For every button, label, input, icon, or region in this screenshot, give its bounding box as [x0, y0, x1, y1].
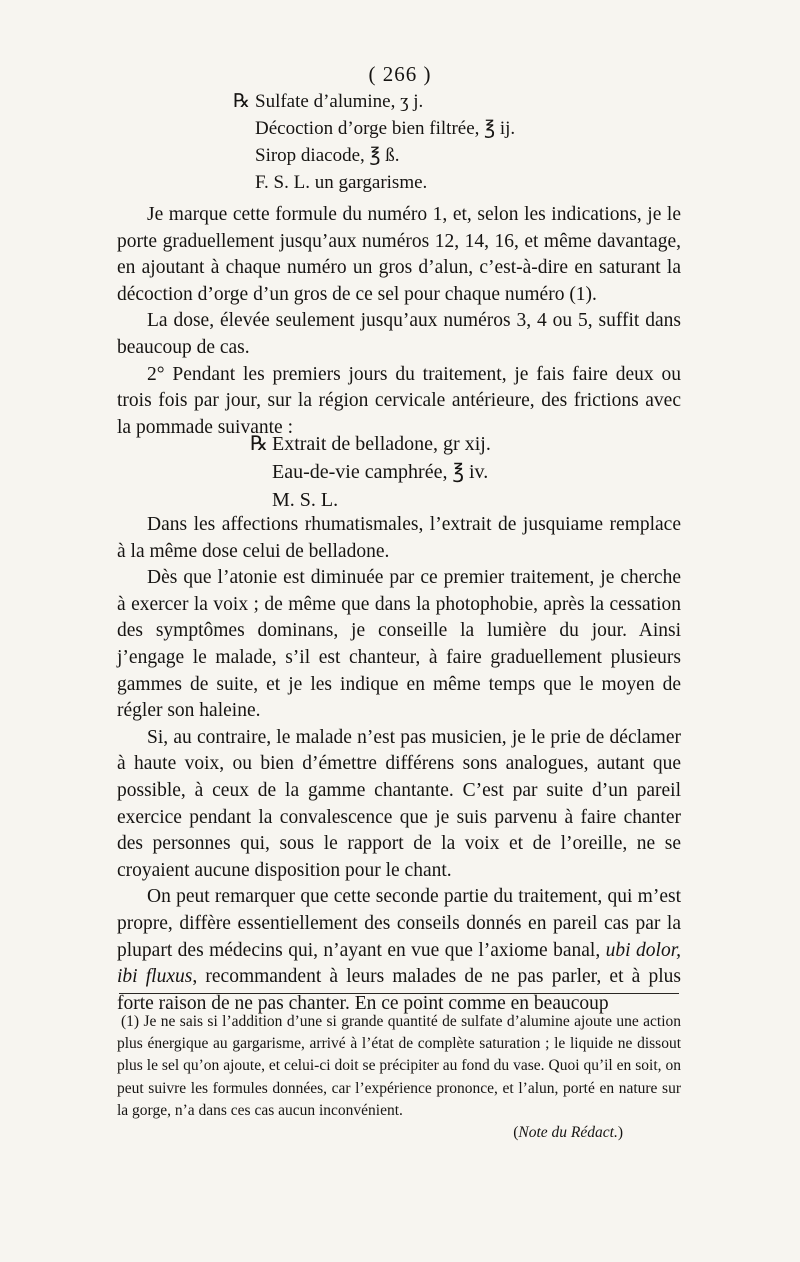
- paragraph: On peut remarquer que cette seconde partie du traitement, qui m’est propre, diffère essentiellement des conseils donnés en pareil cas par la plupart des médecins qui, n’ayant en vue que l’axiome banal, ubi dolor, ibi fluxus, recommandent à leurs malades de ne pas parler, et à plus forte raison de ne pas chanter. En ce point comme en beaucoup: [117, 886, 681, 1014]
- body-text-bottom: [117, 512, 681, 1017]
- paragraph: Dans les affections rhumatismales, l’extrait de jusquiame remplace à la même dose celui de belladone.: [117, 514, 681, 562]
- footnote-text: (1) Je ne sais si l’addition d’une si grande quantité de sulfate d’alumine ajoute une action plus énergique au gargarisme, arrivé à l’état de complète saturation ; le liquide ne dissout plus le sel qu’on ajoute, et celui-ci doit se précipiter au fond du vase. Quoi qu’il en soit, on peut suivre les formules données, car l’expérience prononce, et l’alun, porté en nature sur la gorge, n’a dans ces cas aucun inconvénient.: [117, 1013, 681, 1119]
- footnote-signature: (Note du Rédact.): [513, 1124, 623, 1142]
- prescription-line: ℞ Extrait de belladone, gr xij.: [250, 430, 491, 458]
- body-text-top: [117, 202, 681, 441]
- prescription-ointment: [250, 430, 491, 514]
- page-number: ( 266 ): [368, 62, 432, 86]
- prescription-line: Sirop diacode, ℥ ß.: [255, 145, 400, 166]
- prescription-line: Décoction d’orge bien filtrée, ℥ ij.: [255, 118, 516, 139]
- paragraph: Je marque cette formule du numéro 1, et, selon les indications, je le porte graduellement jusqu’aux numéros 12, 14, 16, et même davantage, en ajoutant à chaque numéro un gros d’alun, c’est-à-dire en saturant la décoction d’orge d’un gros de ce sel pour chaque numéro (1).: [117, 204, 681, 305]
- prescription-line: F. S. L. un gargarisme.: [255, 172, 428, 193]
- footnote-divider: [119, 993, 679, 994]
- paragraph: Dès que l’atonie est diminuée par ce premier traitement, je cherche à exercer la voix ; de même que dans la photophobie, après la cessation des symptômes dominans, je conseille la lumière du jour. Ainsi j’engage le malade, s’il est chanteur, à faire graduellement plusieurs gammes de suite, et je les indique en même temps que le moyen de régler son haleine.: [117, 567, 681, 722]
- paragraph: Si, au contraire, le malade n’est pas musicien, je le prie de déclamer à haute voix, ou bien d’émettre différens sons analogues, autant que possible, à ceux de la gamme chantante. C’est par suite d’un pareil exercice pendant la convalescence que je suis parvenu à faire chanter des personnes qui, sous le rapport de la voix et de l’oreille, ne se croyaient aucune disposition pour le chant.: [117, 726, 681, 881]
- prescription-line: Eau-de-vie camphrée, ℥ iv.: [272, 461, 489, 483]
- paragraph: La dose, élevée seulement jusqu’aux numéros 3, 4 ou 5, suffit dans beaucoup de cas.: [117, 310, 681, 358]
- recipe-symbol-icon: ℞: [233, 91, 251, 112]
- prescription-line: M. S. L.: [272, 489, 339, 511]
- prescription-line: ℞ Sulfate d’alumine, ʒ j.: [233, 88, 515, 115]
- footnote: [117, 1011, 681, 1144]
- latin-axiom: ubi dolor, ibi fluxus: [117, 939, 681, 988]
- recipe-symbol-icon: ℞: [250, 433, 268, 455]
- paragraph: 2° Pendant les premiers jours du traitement, je fais faire deux ou trois fois par jour, sur la région cervicale antérieure, des frictions avec la pommade suivante :: [117, 363, 681, 438]
- prescription-gargle: [233, 88, 515, 196]
